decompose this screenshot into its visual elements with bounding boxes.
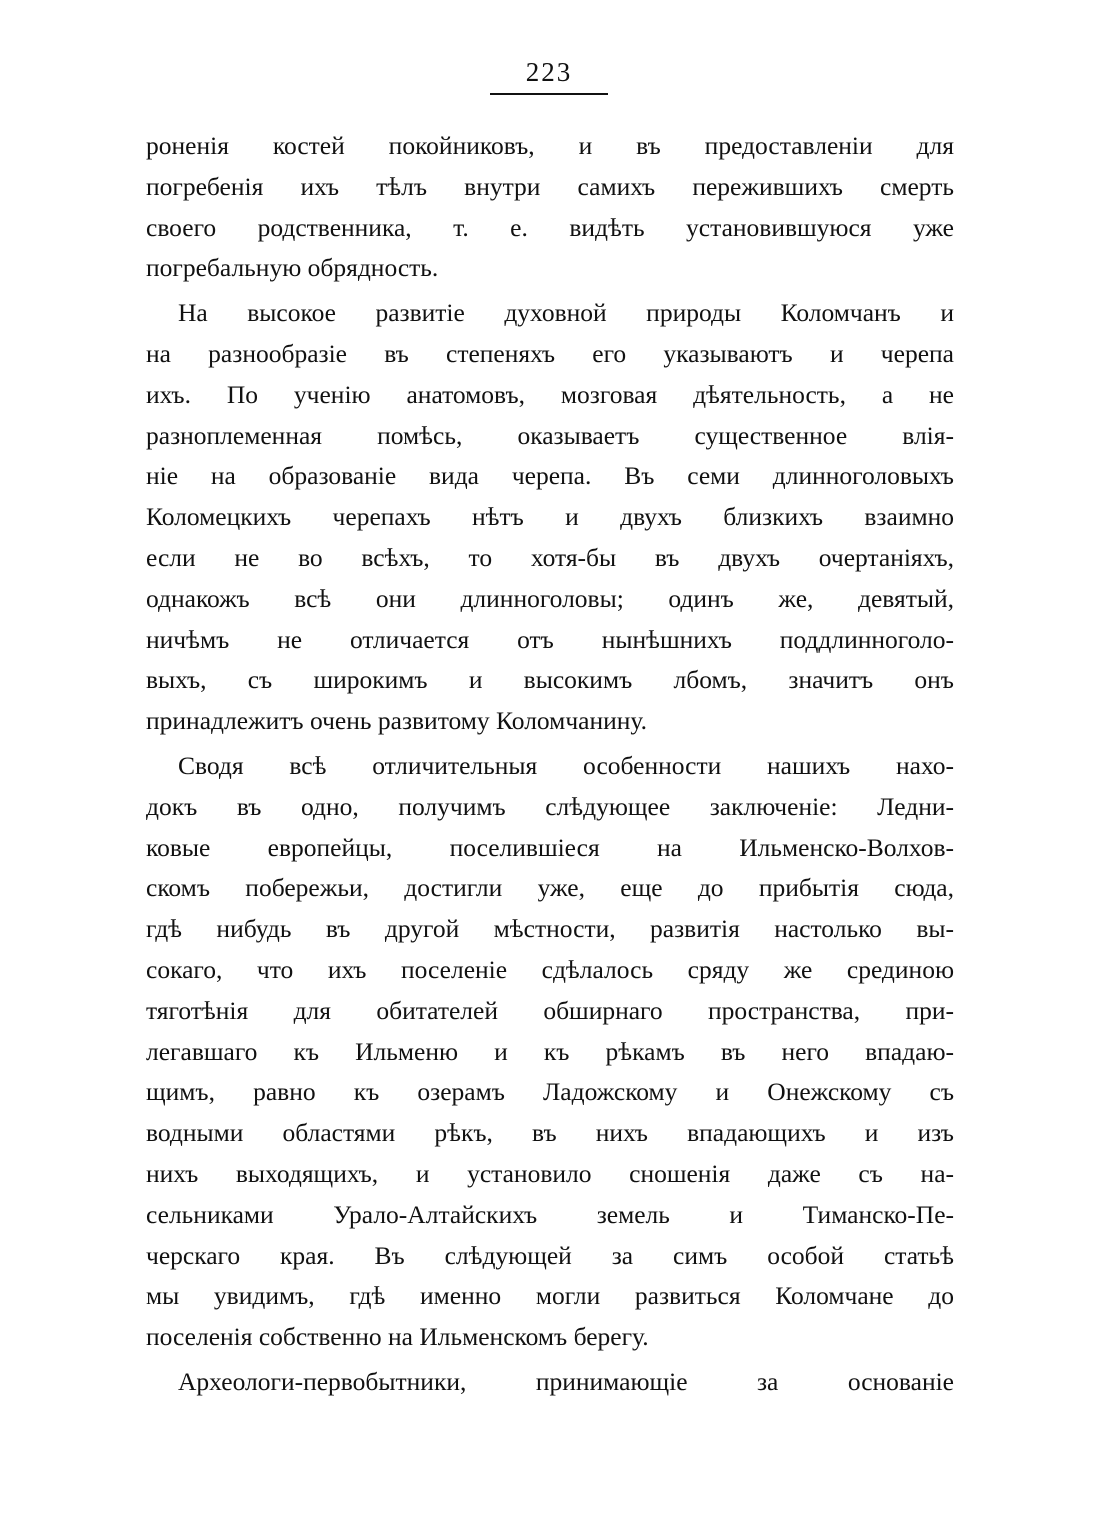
text-line: Археологи-первобытники, принимающіе за основаніе xyxy=(178,1366,954,1396)
page-number: 223 xyxy=(525,57,573,87)
text-line: погребальную обрядность. xyxy=(146,253,439,283)
text-line: ковые европейцы, поселившіеся на Ильменско-Волхов- xyxy=(146,832,954,862)
text-line: щимъ, равно къ озерамъ Ладожскому и Онежскому съ xyxy=(146,1077,954,1107)
page-number-rule xyxy=(490,93,608,95)
text-line: тяготѣнія для обитателей обширнаго пространства, при- xyxy=(146,995,954,1025)
body-text xyxy=(146,126,954,1403)
text-line: сельниками Урало-Алтайскихъ земель и Тиманско-Пе- xyxy=(146,1199,954,1229)
text-line: сокаго, что ихъ поселеніе сдѣлалось сряду же срединою xyxy=(146,954,954,984)
text-line: нихъ выходящихъ, и установило сношенія даже съ на- xyxy=(146,1158,954,1188)
text-line: докъ въ одно, получимъ слѣдующее заключеніе: Ледни- xyxy=(146,791,954,821)
text-line: однакожъ всѣ они длинноголовы; одинъ же, девятый, xyxy=(146,583,954,613)
text-line: если не во всѣхъ, то хотя-бы въ двухъ очертаніяхъ, xyxy=(146,542,954,572)
text-line: мы увидимъ, гдѣ именно могли развиться Коломчане до xyxy=(146,1281,954,1311)
text-line: поселенія собственно на Ильменскомъ берегу. xyxy=(146,1322,649,1352)
text-line: своего родственника, т. е. видѣть установившуюся уже xyxy=(146,212,954,242)
text-line: ничѣмъ не отличается отъ нынѣшнихъ поддлинноголо- xyxy=(146,624,954,654)
text-line: разноплеменная помѣсь, оказываетъ существенное влія- xyxy=(146,420,954,450)
text-line: Коломецкихъ черепахъ нѣтъ и двухъ близкихъ взаимно xyxy=(146,502,954,532)
text-line: черскаго края. Въ слѣдующей за симъ особой статьѣ xyxy=(146,1240,954,1270)
text-line: На высокое развитіе духовной природы Коломчанъ и xyxy=(178,298,954,328)
text-line: водными областями рѣкъ, въ нихъ впадающихъ и изъ xyxy=(146,1118,954,1148)
text-line: ихъ. По ученію анатомовъ, мозговая дѣятельность, а не xyxy=(146,379,954,409)
text-line: роненія костей покойниковъ, и въ предоставленіи для xyxy=(146,131,954,160)
text-line: Сводя всѣ отличительныя особенности нашихъ нахо- xyxy=(178,750,954,780)
text-line: на разнообразіе въ степеняхъ его указываютъ и черепа xyxy=(146,338,954,368)
text-line: скомъ побережьи, достигли уже, еще до прибытія сюда, xyxy=(146,873,954,903)
text-line: легавшаго къ Ильменю и къ рѣкамъ въ него впадаю- xyxy=(146,1036,954,1066)
text-line: выхъ, съ широкимъ и высокимъ лбомъ, значитъ онъ xyxy=(146,665,954,695)
text-line: принадлежитъ очень развитому Коломчанину. xyxy=(146,706,647,736)
text-line: ніе на образованіе вида черепа. Въ семи длинноголовыхъ xyxy=(146,461,954,491)
text-line: гдѣ нибудь въ другой мѣстности, развитія настолько вы- xyxy=(146,914,954,944)
text-line: погребенія ихъ тѣлъ внутри самихъ пережившихъ смерть xyxy=(146,171,954,201)
